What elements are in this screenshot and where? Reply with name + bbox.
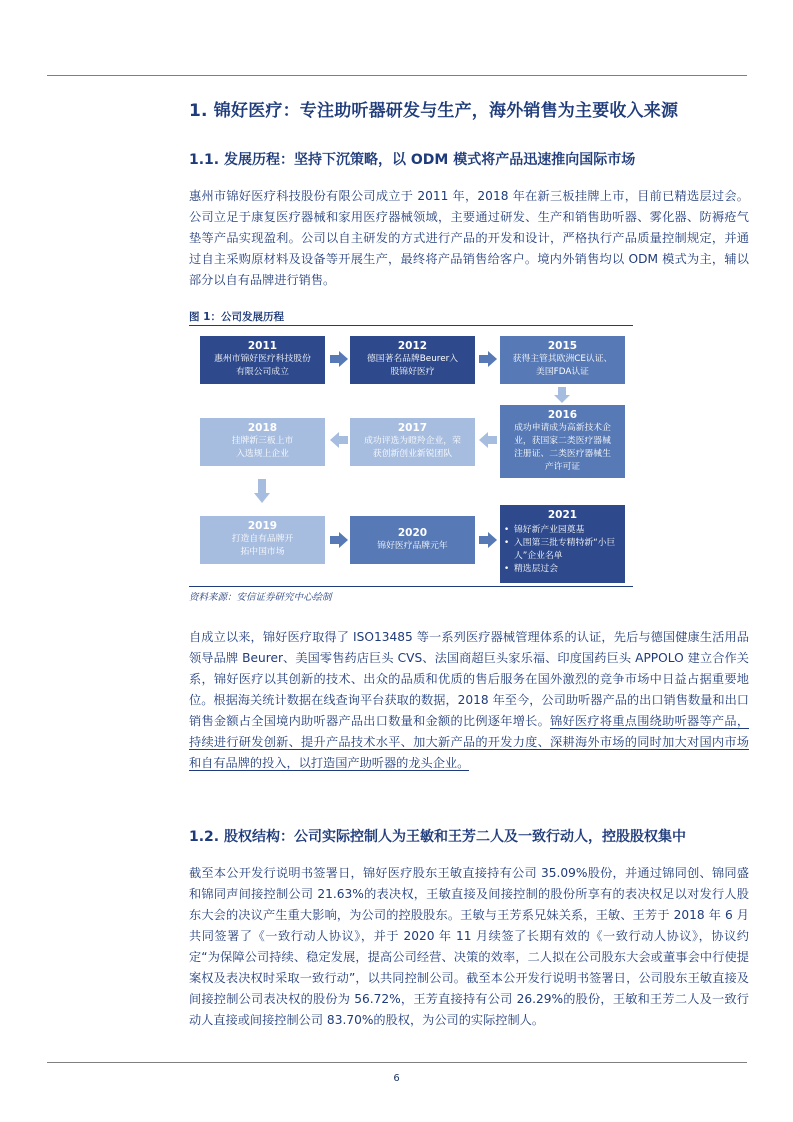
paragraph-body: 自成立以来，锦好医疗取得了 ISO13485 等一系列医疗器械管理体系的认证，先后与德国健康生活用品领导品牌 Beurer、美国零售药店巨头 CVS、法国商超巨头家乐福、印度国药巨头 APPOLO 建立合作关系，锦好医疗以其创新的技术、出众的品质和优质的售后服务在国外激烈的竞争市场中日益占据重要地位。根据海关统计数据在线查询平台获取的数据，2018 年至今，公司助听器产品的出口销售数量和出口销售金额占全国境内助听器产品出口数量和金额的比例逐年增长。: [189, 630, 749, 728]
milestone-2015: [500, 336, 625, 384]
milestone-2021: [500, 505, 625, 583]
arrow-right-icon: [479, 351, 497, 367]
arrow-left-icon: [330, 432, 348, 448]
section-1-2-title: 1.2. 股权结构：公司实际控制人为王敏和王芳二人及一致行动人，控股股权集中: [189, 829, 686, 845]
milestone-2020: [350, 516, 475, 564]
milestone-year: 2015: [547, 340, 578, 352]
paragraph-text: 截至本公开发行说明书签署日，锦好医疗股东王敏直接持有公司 35.09%股份，并通过锦同创、锦同盛和锦同声间接控制公司 21.63%的表决权，王敏直接及间接控制的股份所享有的表决权足以对发行人股东大会的决议产生重大影响，为公司的控股股东。王敏与王芳系兄妹关系，王敏、王芳于 2018 年 6 月共同签署了《一致行动人协议》，并于 2020 年 11 月续签了长期有效的《一致行动人协议》，协议约定“为保障公司持续、稳定发展，提高公司经营、决策的效率，二人拟在公司股东大会或董事会中行使提案权及表决权时采取一致行动”，以共同控制公司。截至本公开发行说明书签署日，公司股东王敏直接及间接控制公司表决权的股份为 56.72%，王芳直接持有公司 26.29%的股份，王敏和王芳二人及一致行动人直接或间接控制公司 83.70%的股权，为公司的实际控制人。: [189, 866, 749, 1027]
milestone-year: 2019: [247, 520, 278, 532]
milestone-year: 2012: [397, 340, 428, 352]
milestone-year: 2018: [247, 422, 278, 434]
milestone-year: 2017: [397, 422, 428, 434]
milestone-text: 成功评选为瞪羚企业，荣获创新创业新锐团队: [364, 436, 461, 459]
milestone-item: • 锦好新产业园奠基: [514, 524, 625, 537]
figure-bottom-rule: [189, 586, 633, 587]
milestone-text: 获得主管其欧洲CE认证、美国FDA认证: [512, 354, 613, 377]
milestone-year: 2020: [397, 527, 428, 539]
paragraph-text: 惠州市锦好医疗科技股份有限公司成立于 2011 年，2018 年在新三板挂牌上市，目前已精选层过会。公司立足于康复医疗器械和家用医疗器械领域，主要通过研发、生产和销售助听器、雾化器、防褥疮气垫等产品实现盈利。公司以自主研发的方式进行产品的开发和设计，严格执行产品质量控制规定，并通过自主采购原材料及设备等开展生产，最终将产品销售给客户。境内外销售均以 ODM 模式为主，辅以部分以自有品牌进行销售。: [189, 189, 749, 287]
arrow-down-icon: [554, 387, 570, 403]
milestone-item: • 入围第三批专精特新“小巨人”企业名单: [514, 537, 625, 563]
heading-1: 1. 锦好医疗：专注助听器研发与生产，海外销售为主要收入来源: [189, 101, 679, 121]
section-1-1-paragraph-1: [189, 186, 749, 291]
milestone-text: 锦好医疗品牌元年: [377, 541, 448, 551]
milestone-2019: [200, 516, 325, 564]
page-number: 6: [393, 1073, 400, 1084]
milestone-text: 打造自有品牌开拓中国市场: [231, 534, 294, 557]
milestone-2018: [200, 418, 325, 466]
milestone-2017: [350, 418, 475, 466]
milestone-list: [500, 524, 625, 576]
figure-source: 资料来源：安信证券研究中心绘制: [189, 592, 332, 603]
milestone-2016: [500, 405, 625, 478]
milestone-text: 挂牌新三板上市入选规上企业: [231, 436, 294, 459]
section-1-2-paragraph: [189, 863, 749, 1031]
arrow-right-icon: [479, 532, 497, 548]
header-rule: [47, 75, 747, 76]
arrow-right-icon: [330, 351, 348, 367]
section-1-1-title: 1.1. 发展历程：坚持下沉策略，以 ODM 模式将产品迅速推向国际市场: [189, 152, 636, 168]
section-1-1-paragraph-2: [189, 627, 749, 774]
arrow-down-icon: [254, 479, 270, 503]
milestone-year: 2011: [247, 340, 278, 352]
paragraph-text: [189, 627, 749, 774]
arrow-right-icon: [330, 532, 348, 548]
milestone-text: 成功申请成为高新技术企业，获国家二类医疗器械注册证、二类医疗器械生产许可证: [514, 423, 611, 472]
milestone-text: 德国著名品牌Beurer入股锦好医疗: [366, 354, 459, 377]
emphasized-text: 锦好医疗将重点围绕助听器等产品，持续进行研发创新、提升产品技术水平、加大新产品的开发力度、深耕海外市场的同时加大对国内市场和自有品牌的投入，以打造国产助听器的龙头企业。: [189, 714, 750, 770]
arrow-left-icon: [479, 432, 497, 448]
figure-top-rule: [189, 325, 633, 326]
milestone-2012: [350, 336, 475, 384]
milestone-text: 惠州市锦好医疗科技股份有限公司成立: [214, 354, 311, 377]
milestone-2011: [200, 336, 325, 384]
footer-rule: [47, 1062, 747, 1063]
milestone-year: 2021: [547, 509, 578, 521]
figure-1-title: 图 1：公司发展历程: [189, 311, 284, 323]
milestone-year: 2016: [547, 409, 578, 421]
milestone-item: • 精选层过会: [514, 563, 625, 576]
